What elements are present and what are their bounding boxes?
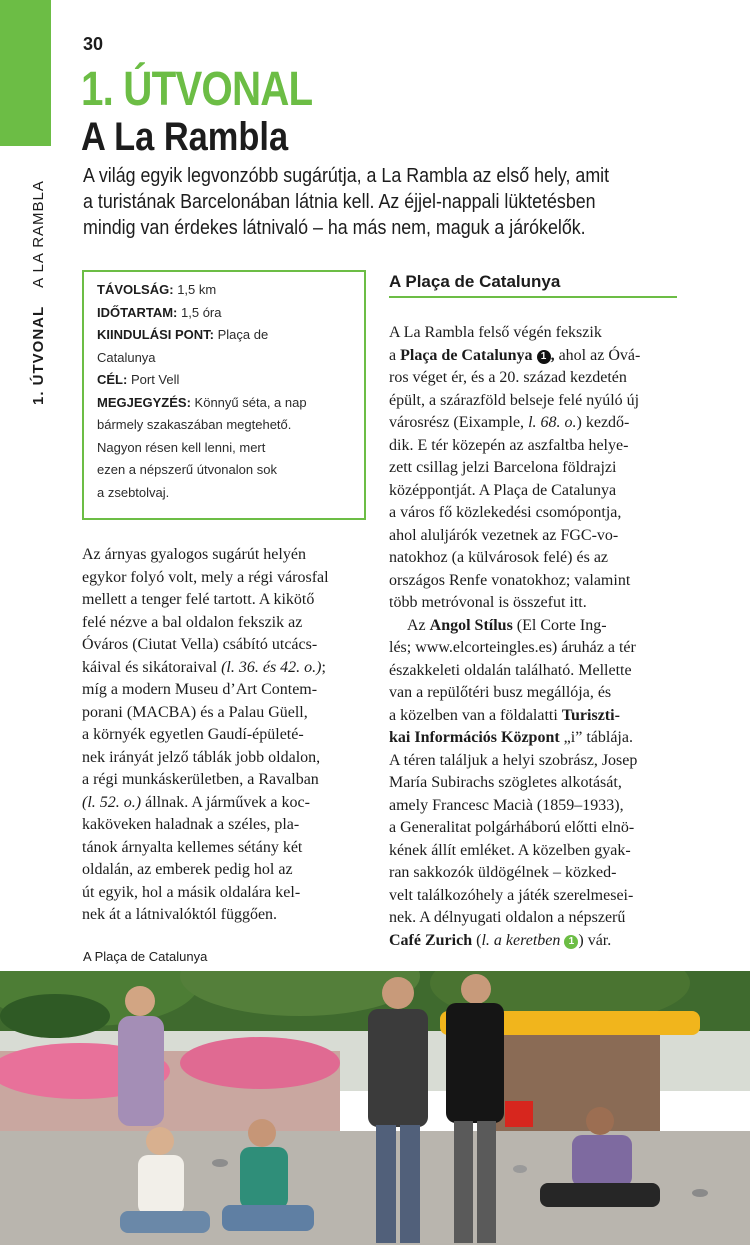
photo-placa-de-catalunya xyxy=(0,971,750,1245)
body-text: ) kezdő- xyxy=(576,414,630,431)
start-row-cont: Catalunya xyxy=(97,349,156,365)
lead-line: a turistának Barcelonában látnia kell. Az éjjel-nappali lüktetésben xyxy=(83,190,596,213)
page-reference: (l. 36. és 42. o.) xyxy=(221,658,322,676)
photo-illustration xyxy=(0,971,750,1245)
kiosk xyxy=(480,1035,660,1145)
page-reference: l. 68. o. xyxy=(528,414,577,431)
body-line: a környék egyetlen Gaudí-épületé- xyxy=(82,726,304,743)
body-line: út egyik, hol a másik oldalára kel- xyxy=(82,883,301,901)
body-text: (El Corte Ing- xyxy=(512,616,607,634)
goal-value: Port Vell xyxy=(130,372,180,387)
note-line: Nagyon résen kell lenni, mert xyxy=(97,439,266,455)
body-line: felé nézve a bal oldalon fekszik az xyxy=(82,613,303,631)
body-line: María Subirachs szögletes alkotását, xyxy=(389,774,622,791)
lead-line: mindig van érdekes látnivaló – ha más nem, maguk a járókelők. xyxy=(83,216,586,239)
body-line xyxy=(389,705,679,728)
body-line: kének állít emléket. A közelben gyak- xyxy=(389,841,631,859)
section-body-text xyxy=(389,322,679,952)
body-line xyxy=(389,345,679,368)
running-header xyxy=(30,145,47,405)
body-line: ros véget ér, és a 20. század kezdetén xyxy=(389,369,627,386)
pigeon xyxy=(212,1159,228,1167)
body-line: északkeleti oldalán található. Mellette xyxy=(389,661,632,679)
note-value: Könnyű séta, a nap xyxy=(194,394,307,410)
body-line: épült, a szárazföld belseje felé nyúló új xyxy=(389,391,640,409)
body-line: van a repülőtéri busz megállója, és xyxy=(389,684,612,701)
page-number: 30 xyxy=(83,34,104,54)
body-line xyxy=(389,615,679,638)
body-text: ( xyxy=(472,931,482,949)
pigeon xyxy=(513,1165,527,1173)
duration-label: IDŐTARTAM: xyxy=(97,304,178,320)
duration-value: 1,5 óra xyxy=(181,304,222,320)
body-line: natokhoz (a külvárosok felé) és az xyxy=(389,549,609,566)
body-text: ) vár. xyxy=(578,931,612,949)
intro-body-text xyxy=(82,544,367,927)
note-line: bármely szakaszában megtehető. xyxy=(97,417,292,432)
body-line: míg a modern Museu d’Art Contem- xyxy=(82,681,318,698)
body-line: Az árnyas gyalogos sugárút helyén xyxy=(82,546,306,563)
kiosk-sign xyxy=(505,1101,533,1127)
page-title: A La Rambla xyxy=(81,115,289,159)
start-label: KIINDULÁSI PONT: xyxy=(97,327,214,342)
map-marker-icon: 1 xyxy=(537,350,551,364)
body-text: ; xyxy=(321,658,326,676)
body-line: dik. E tér közepén az aszfaltba helye- xyxy=(389,436,629,454)
body-line: porani (MACBA) és a Palau Güell, xyxy=(82,703,308,721)
map-marker-icon: 1 xyxy=(564,935,578,949)
body-text: a xyxy=(389,346,401,364)
body-line: kaköveken haladnak a széles, pla- xyxy=(82,816,300,833)
body-line: nek. A délnyugati oldalon a népszerű xyxy=(389,909,626,926)
body-text: „i” táblája. xyxy=(559,729,633,746)
route-info-box xyxy=(82,270,366,520)
body-line: a Generalitat polgárháború előtti elnö- xyxy=(389,819,635,836)
body-line: országos Renfe vonatokhoz; valamint xyxy=(389,571,631,589)
chapter-tab xyxy=(0,0,51,146)
body-line: egykor folyó volt, mely a régi városfal xyxy=(82,568,329,586)
note-line: ezen a népszerű útvonalon sok xyxy=(97,462,277,477)
place-name: Plaça de Catalunya xyxy=(400,346,533,364)
body-line: tánok árnyalta kellemes sétány két xyxy=(82,838,303,856)
body-line: középpontját. A Plaça de Catalunya xyxy=(389,481,617,499)
body-text: Az xyxy=(407,616,430,634)
start-row xyxy=(97,324,352,347)
body-text: városrész (Eixample, xyxy=(389,414,529,431)
body-line: lés; www.elcorteingles.es) áruház a tér xyxy=(389,639,636,656)
goal-row xyxy=(97,369,352,392)
body-line: oldalán, az emberek pedig hol az xyxy=(82,861,293,878)
note-row xyxy=(97,392,352,415)
body-line: több metróvonal is összefut itt. xyxy=(389,594,587,611)
distance-label: TÁVOLSÁG: xyxy=(97,282,174,297)
place-name: Café Zurich xyxy=(389,931,473,949)
body-text: ahol az Óvá- xyxy=(554,346,641,364)
route-number: 1. ÚTVONAL xyxy=(81,63,313,116)
start-value: Plaça de xyxy=(217,327,269,342)
place-name: kai Információs Központ xyxy=(389,729,560,746)
distance-row xyxy=(97,279,352,302)
note-label: MEGJEGYZÉS: xyxy=(97,394,191,410)
place-name: Turiszti- xyxy=(561,706,620,724)
distance-value: 1,5 km xyxy=(177,282,217,297)
section-heading: A Plaça de Catalunya xyxy=(389,270,677,298)
body-line: nek át a látnivalóktól függően. xyxy=(82,906,278,923)
pigeon xyxy=(692,1189,708,1197)
palm-tree xyxy=(0,994,110,1038)
body-line: mellett a tenger felé tartott. A kikötő xyxy=(82,591,315,608)
body-line xyxy=(389,727,679,750)
body-line: A téren találjuk a helyi szobrász, Josep xyxy=(389,751,638,769)
body-text: , xyxy=(550,346,555,364)
body-line: zett csillag jelzi Barcelona földrajzi xyxy=(389,459,617,476)
body-line xyxy=(82,792,367,815)
page-reference: l. a keretben xyxy=(481,931,565,949)
body-line: ahol aluljárók vezetnek az FGC-vo- xyxy=(389,526,619,544)
duration-row xyxy=(97,302,352,325)
lead-paragraph xyxy=(83,163,683,241)
body-line: nek irányát jelző táblák jobb oldalon, xyxy=(82,748,321,766)
note-line: a zsebtolvaj. xyxy=(97,484,170,500)
flower-bed-flowers xyxy=(180,1037,340,1089)
body-line: a régi munkáskerületben, a Ravalban xyxy=(82,771,319,788)
running-header-title: A LA RAMBLA xyxy=(30,180,47,288)
body-line: A La Rambla felső végén fekszik xyxy=(389,324,602,341)
body-line: amely Francesc Macià (1859–1933), xyxy=(389,796,624,814)
body-line: a város fő közlekedési csomópontja, xyxy=(389,504,622,521)
body-line: velt találkozóhely a játék szerelmesei- xyxy=(389,886,634,904)
body-text: állnak. A járművek a koc- xyxy=(141,793,310,811)
body-text: a közelben van a földalatti xyxy=(389,706,562,724)
body-line: ran sakkozók üldögélnek – közked- xyxy=(389,864,617,881)
place-name: Angol Stílus xyxy=(429,616,513,634)
photo-caption: A Plaça de Catalunya xyxy=(83,949,208,964)
running-header-route: 1. ÚTVONAL xyxy=(30,305,47,405)
goal-label: CÉL: xyxy=(97,372,128,387)
body-line xyxy=(389,930,679,953)
body-text: káival és sikátoraival xyxy=(82,658,222,676)
body-line xyxy=(82,657,367,680)
lead-line: A világ egyik legvonzóbb sugárútja, a La Rambla az első hely, amit xyxy=(83,164,610,187)
body-line xyxy=(389,412,679,435)
page-reference: (l. 52. o.) xyxy=(82,793,142,811)
body-line: Óváros (Ciutat Vella) csábító utcács- xyxy=(82,636,318,653)
